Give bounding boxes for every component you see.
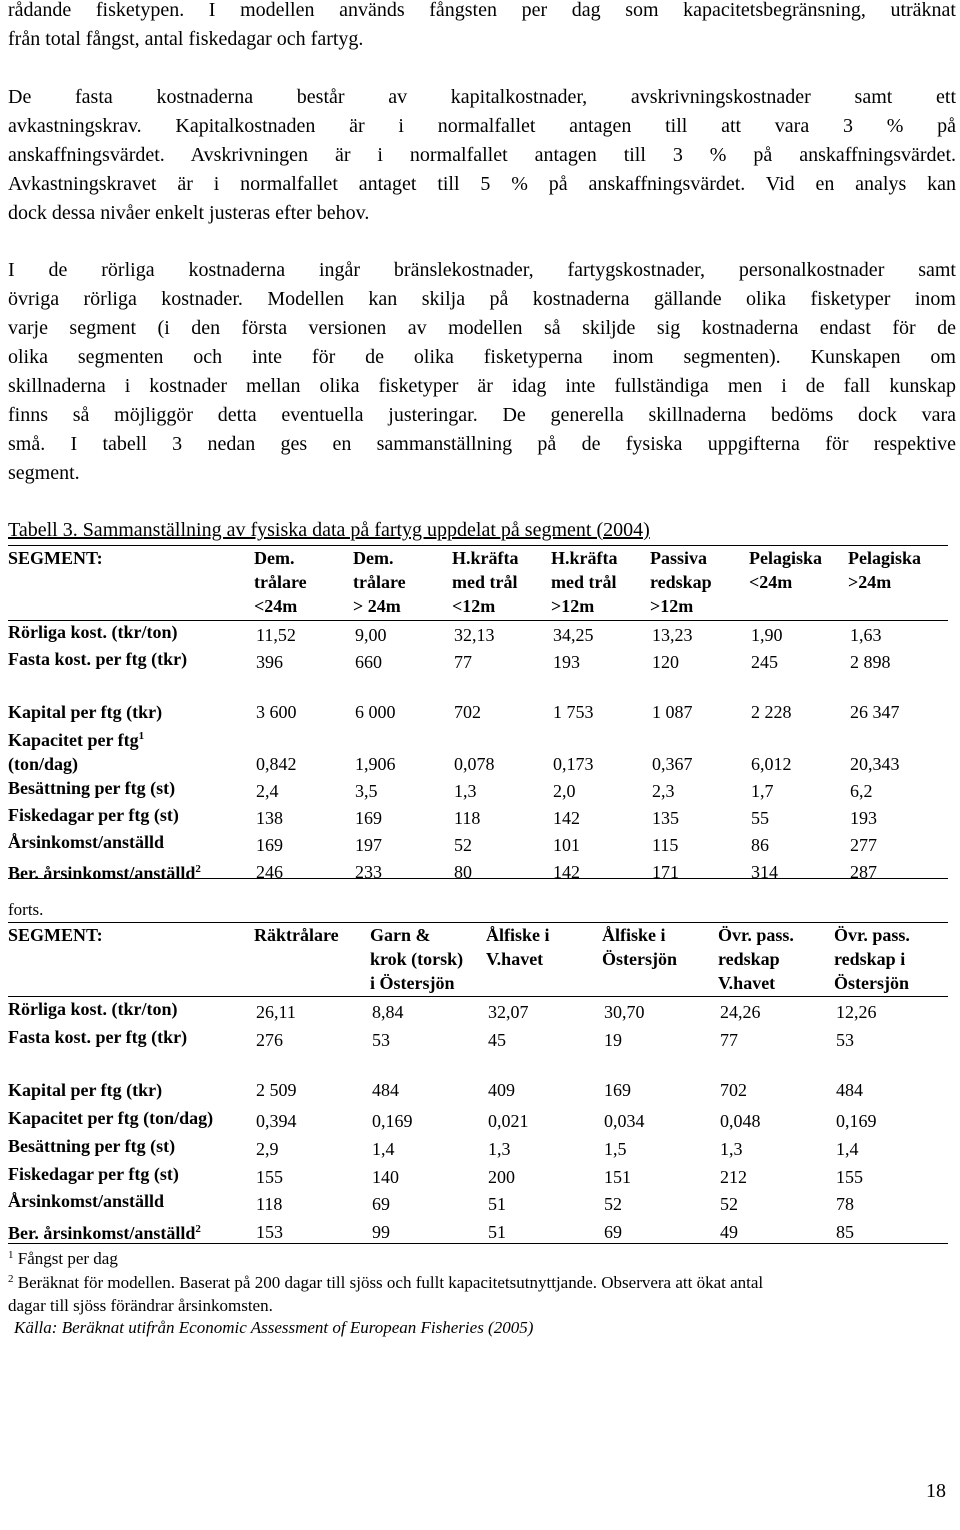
column-header-line [254,971,370,995]
text-line: segment. [8,462,80,484]
table-cell: 246 [256,862,283,882]
table2-header-rule [8,996,948,997]
column-header-line [254,947,370,971]
table2 [8,923,948,1245]
table-cell: 6,2 [850,781,873,801]
column-header [452,546,551,620]
table-cell: 0,078 [454,754,495,774]
table-cell: 26,11 [256,1002,296,1022]
table-row [8,647,948,674]
table-cell: 118 [256,1194,283,1214]
row-label-text: Fiskedagar per ftg (st) [8,1164,179,1184]
table-cell: 409 [488,1080,515,1100]
column-header-line: Dem. [254,548,295,568]
table-cell: 52 [604,1194,622,1214]
table-cell: 396 [256,652,283,672]
column-header-line: med trål [452,572,518,592]
table-cell: 0,048 [720,1111,761,1131]
table-cell: 49 [720,1222,738,1242]
table-cell: 1,3 [454,781,477,801]
table-header-row [8,546,948,620]
table-cell: 169 [604,1080,631,1100]
table-cell: 1,906 [355,754,396,774]
row-label [8,830,254,857]
table-cell: 484 [836,1080,863,1100]
table-cell: 1 753 [553,702,594,722]
table-cell: 20,343 [850,754,900,774]
table-cell: 193 [850,808,877,828]
column-header [551,546,650,620]
table-cell: 9,00 [355,625,387,645]
column-header-line: >12m [551,596,595,616]
table-cell: 171 [652,862,679,882]
column-header [486,923,602,997]
row-label-text: Besättning per ftg (st) [8,1136,176,1156]
table-cell: 197 [355,835,382,855]
column-header [254,923,370,997]
footnote-ref: 1 [138,730,145,742]
table-row [8,776,948,803]
row-label [8,647,254,674]
table-cell: 86 [751,835,769,855]
table1-header-rule [8,620,948,621]
row-label-text: Årsinkomst/anställd [8,832,165,852]
table-cell: 34,25 [553,625,594,645]
row-label [8,1025,254,1052]
column-header-line: H.kräfta [551,548,618,568]
column-header [749,546,848,620]
column-header-line: Ålfiske i [602,925,666,945]
column-header [718,923,834,997]
table-cell: 2,9 [256,1139,279,1159]
table-cell: 1 087 [652,702,693,722]
footnote-1-mark: 1 [8,1249,14,1261]
table-cell: 3 600 [256,702,297,722]
table-cell: 11,52 [256,625,296,645]
table1 [8,546,948,885]
footnote-2-text: Beräknat för modellen. Baserat på 200 dagar till sjöss och fullt kapacitetsutnyttjande. Observera att ökat antal [17,1273,764,1292]
column-header-line: Garn & [370,925,431,945]
row-label [8,1134,254,1162]
column-header [353,546,452,620]
table-cell: 1,3 [720,1139,743,1159]
table-row [8,830,948,857]
row-label-text: Ber. årsinkomst/anställd [8,863,196,883]
row-label-text: Fasta kost. per ftg (tkr) [8,1027,188,1047]
table-cell: 212 [720,1167,747,1187]
table-cell: 1,5 [604,1139,627,1159]
text-line: dock dessa nivåer enkelt justeras efter behov. [8,202,370,224]
column-header-line: trålare [353,572,406,592]
column-header-line [848,594,948,618]
column-header-line [602,971,718,995]
row-label-text: Fasta kost. per ftg (tkr) [8,649,188,669]
table-cell: 51 [488,1194,506,1214]
paragraph-variable-costs [8,256,956,488]
table-header-row [8,923,948,997]
table-cell: 1,4 [372,1139,395,1159]
column-header-line: Pelagiska [749,548,823,568]
table-cell: 277 [850,835,877,855]
table-cell: 0,169 [372,1111,413,1131]
table-cell: 52 [454,835,472,855]
table-cell: 1,4 [836,1139,859,1159]
table-cell: 193 [553,652,580,672]
table-cell: 69 [604,1222,622,1242]
column-header-line: Ålfiske i [486,925,550,945]
table-cell: 118 [454,808,481,828]
row-label-text-cont: (ton/dag) [8,754,79,774]
text-line: avkastningskrav. Kapitalkostnaden är i normalfallet antagen till att vara 3 % på [8,115,956,137]
table-cell: 484 [372,1080,399,1100]
table-cell: 140 [372,1167,399,1187]
forts-label: forts. [8,900,44,919]
table-row [8,1134,948,1162]
row-label [8,1162,254,1189]
table-cell: 80 [454,862,472,882]
table-cell: 32,07 [488,1002,529,1022]
column-header-line: <12m [452,596,496,616]
table-cell: 32,13 [454,625,495,645]
table-cell: 135 [652,808,679,828]
text-line: skillnaderna i kostnader mellan olika fisketyper är idag inte fullständiga men i de fall kunskap [8,375,956,397]
table-caption-text: Tabell 3. Sammanställning av fysiska data på fartyg uppdelat på segment (2004) [8,519,650,541]
row-label [8,857,254,885]
column-header-line: >12m [650,596,694,616]
table-cell: 6,012 [751,754,792,774]
column-header-line: Övr. pass. [718,925,794,945]
page-number: 18 [926,1480,946,1502]
text-line: olika segmenten och inte för de olika fisketyperna inom segmenten). Kunskapen om [8,346,956,368]
row-label-text: Fiskedagar per ftg (st) [8,805,179,825]
table-cell: 1,90 [751,625,783,645]
table-cell: 142 [553,808,580,828]
table-cell: 51 [488,1222,506,1242]
table-cell: 26 347 [850,702,900,722]
column-header-line: >24m [848,572,892,592]
table-cell: 24,26 [720,1002,761,1022]
table-cell: 233 [355,862,382,882]
text-line: rådande fisketypen. I modellen används fångsten per dag som kapacitetsbegränsning, uträknat [8,0,956,21]
table-cell: 1,7 [751,781,774,801]
row-label-text: Kapital per ftg (tkr) [8,1080,163,1100]
row-label [8,620,254,647]
table-cell: 0,367 [652,754,693,774]
column-header-line: Övr. pass. [834,925,910,945]
table-cell: 660 [355,652,382,672]
column-header [370,923,486,997]
text-line: övriga rörliga kostnader. Modellen kan skilja på kostnaderna gällande olika fisketyper inom [8,288,956,310]
header-label: SEGMENT: [8,548,103,568]
column-header-line: i Östersjön [370,973,455,993]
footnote-2-mark: 2 [8,1273,14,1285]
text-line: Avkastningskravet är i normalfallet antaget till 5 % på anskaffningsvärdet. Vid en analys kan [8,173,956,195]
table-cell: 6 000 [355,702,396,722]
table-cell: 69 [372,1194,390,1214]
column-header-line: Räktrålare [254,925,339,945]
table-cell: 115 [652,835,679,855]
table-cell: 151 [604,1167,631,1187]
table-row [8,857,948,885]
table-cell: 53 [836,1030,854,1050]
footnote-ref: 2 [195,1223,201,1235]
table-cell: 138 [256,808,283,828]
table-cell: 53 [372,1030,390,1050]
column-header [834,923,948,997]
table-cell: 169 [355,808,382,828]
column-header-line: Pelagiska [848,548,922,568]
column-header [602,923,718,997]
table-cell: 287 [850,862,877,882]
table-cell: 0,169 [836,1111,877,1131]
column-header [848,546,948,620]
column-header [650,546,749,620]
row-label-text: Kapital per ftg (tkr) [8,702,163,722]
table-cell: 52 [720,1194,738,1214]
footnote-2-text-cont: dagar till sjöss förändrar årsinkomsten. [8,1296,273,1315]
column-header-line: <24m [749,572,793,592]
column-header-line: Östersjön [602,949,677,969]
header-label: SEGMENT: [8,925,103,945]
footnote-1 [8,1244,956,1270]
table1-bottom-rule [8,878,948,879]
table-row [8,997,948,1025]
table-row [8,1162,948,1189]
table-row [8,803,948,830]
table-cell: 3,5 [355,781,378,801]
table-cell: 120 [652,652,679,672]
text-line: I de rörliga kostnaderna ingår bränslekostnader, fartygskostnader, personalkostnader samt [8,259,956,281]
row-label [8,776,254,803]
footnote-1-text: Fångst per dag [17,1249,118,1268]
row-label-text: Kapacitet per ftg [8,730,139,750]
text-line: små. I tabell 3 nedan ges en sammanställning på de fysiska uppgifterna för respektive [8,433,956,455]
column-header-line: V.havet [486,949,544,969]
table-cell: 2 228 [751,702,792,722]
column-header-line: Östersjön [834,973,909,993]
row-label [8,803,254,830]
table-cell: 702 [720,1080,747,1100]
table-row [8,1189,948,1217]
column-header-line: krok (torsk) [370,949,464,969]
table-cell: 0,394 [256,1111,297,1131]
column-header-line: redskap [650,572,712,592]
column-header-line: <24m [254,596,298,616]
table-cell: 99 [372,1222,390,1242]
column-header-line [749,594,848,618]
row-label [8,724,254,776]
table-cell: 45 [488,1030,506,1050]
table-cell: 77 [720,1030,738,1050]
table-cell: 169 [256,835,283,855]
table-cell: 0,173 [553,754,594,774]
table-cell: 19 [604,1030,622,1050]
table-cell: 314 [751,862,778,882]
table-cell: 2,4 [256,781,279,801]
column-header-line: redskap [718,949,780,969]
table-cell: 2,0 [553,781,576,801]
table-cell: 2 898 [850,652,891,672]
source-note: Källa: Beräknat utifrån Economic Assessment of European Fisheries (2005) [14,1318,534,1337]
row-label-text: Besättning per ftg (st) [8,778,176,798]
table-caption [8,518,650,542]
table-cell: 155 [256,1167,283,1187]
column-header-line [486,971,602,995]
text-line: från total fångst, antal fiskedagar och fartyg. [8,28,364,50]
table-cell: 1,63 [850,625,882,645]
column-header-line: Passiva [650,548,708,568]
table-cell: 0,842 [256,754,297,774]
row-label [8,1217,254,1245]
table-cell: 55 [751,808,769,828]
row-label [8,1052,254,1106]
table-cell: 30,70 [604,1002,645,1022]
table-row [8,724,948,776]
column-header-line: H.kräfta [452,548,519,568]
column-header-line: redskap i [834,949,906,969]
table-cell: 8,84 [372,1002,404,1022]
text-line: anskaffningsvärdet. Avskrivningen är i normalfallet antagen till 3 % på anskaffningsvärdet. [8,144,956,166]
text-line: finns så möjliggör detta eventuella justeringar. De generella skillnaderna bedöms dock vara [8,404,956,426]
column-header-line: Dem. [353,548,394,568]
table-cell: 2,3 [652,781,675,801]
table-cell: 2 509 [256,1080,297,1100]
table-row [8,1052,948,1106]
table-cell: 155 [836,1167,863,1187]
table-row [8,1217,948,1245]
paragraph-fixed-costs [8,83,956,228]
table-cell: 78 [836,1194,854,1214]
table-cell: 85 [836,1222,854,1242]
table-row [8,1106,948,1134]
column-header-line: V.havet [718,973,776,993]
table-cell: 0,021 [488,1111,529,1131]
text-line: De fasta kostnaderna består av kapitalkostnader, avskrivningskostnader samt ett [8,86,956,108]
table-cell: 702 [454,702,481,722]
row-label [8,997,254,1025]
table-cell: 200 [488,1167,515,1187]
table-cell: 101 [553,835,580,855]
row-label [8,1189,254,1217]
column-header-line: > 24m [353,596,401,616]
column-header [254,546,353,620]
footnote-ref: 2 [195,863,201,875]
table-row [8,1025,948,1052]
column-header-line: trålare [254,572,307,592]
table-cell: 1,3 [488,1139,511,1159]
paragraph-intro [8,0,956,54]
table-row [8,620,948,647]
footnote-2 [8,1268,956,1317]
text-line: varje segment (i den första versionen av modellen så skiljde sig kostnaderna endast för de [8,317,956,339]
table-cell: 276 [256,1030,283,1050]
table-row [8,674,948,724]
table-cell: 13,23 [652,625,693,645]
table-cell: 153 [256,1222,283,1242]
table-cell: 0,034 [604,1111,645,1131]
table-cell: 77 [454,652,472,672]
row-label [8,674,254,724]
table-cell: 12,26 [836,1002,877,1022]
row-label-text: Rörliga kost. (tkr/ton) [8,999,178,1019]
row-label [8,1106,254,1134]
row-label-text: Ber. årsinkomst/anställd [8,1223,196,1243]
row-label-text: Kapacitet per ftg (ton/dag) [8,1108,214,1128]
table-cell: 142 [553,862,580,882]
row-label-text: Rörliga kost. (tkr/ton) [8,622,178,642]
column-header-line: med trål [551,572,617,592]
row-label-text: Årsinkomst/anställd [8,1191,165,1211]
table-cell: 245 [751,652,778,672]
